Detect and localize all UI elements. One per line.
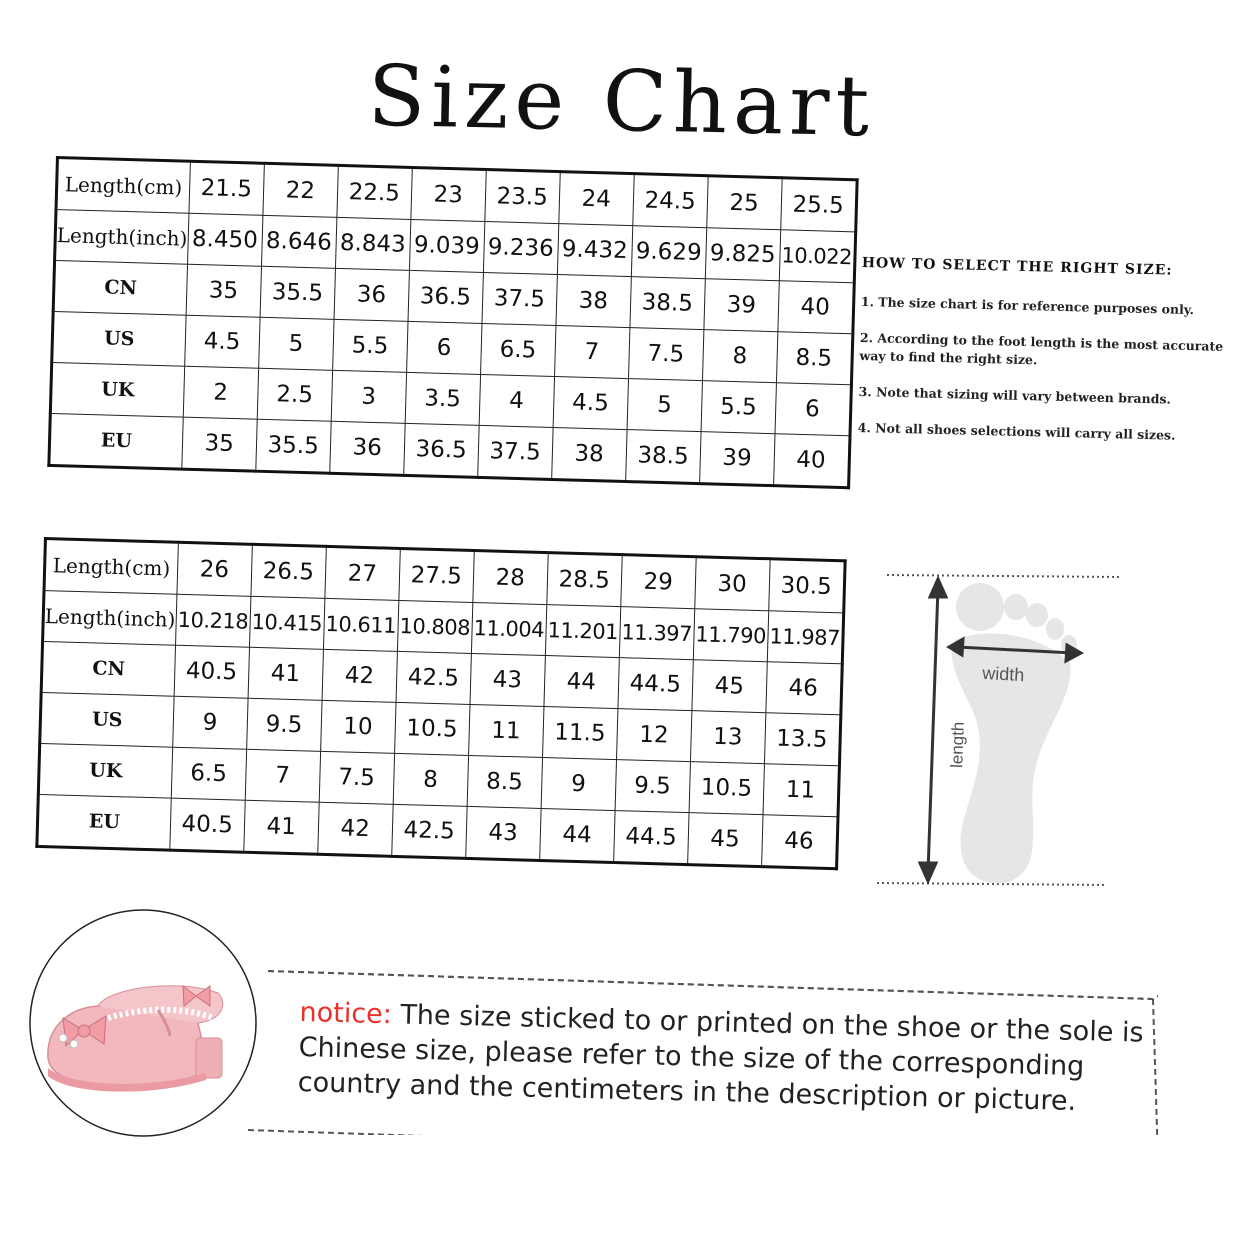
bottom-dotted-line <box>877 883 1107 885</box>
table-cell: 4.5 <box>184 315 259 368</box>
table-cell: 23.5 <box>485 170 560 224</box>
table-cell: 43 <box>470 653 545 706</box>
table-cell: 25 <box>706 176 781 230</box>
table-cell: 9.825 <box>705 228 780 281</box>
table-cell: 36.5 <box>408 270 483 323</box>
row-header: UK <box>38 743 172 798</box>
foot-diagram-svg <box>875 565 1125 895</box>
table-cell: 37.5 <box>477 425 552 479</box>
row-header: US <box>52 311 186 366</box>
table-cell: 11.790 <box>693 609 768 662</box>
table-cell: 21.5 <box>189 161 264 215</box>
table-cell: 40 <box>778 281 854 334</box>
table-cell: 35.5 <box>260 266 335 319</box>
table-cell: 37.5 <box>482 272 557 325</box>
table-cell: 28 <box>473 551 548 605</box>
row-header: EU <box>37 794 171 850</box>
notice-label: notice: <box>299 996 393 1031</box>
table-cell: 9.5 <box>246 698 321 751</box>
table-cell: 27 <box>325 546 400 600</box>
table-cell: 5 <box>258 317 333 370</box>
table-cell: 8 <box>393 753 468 806</box>
table-cell: 36 <box>329 421 404 475</box>
table-cell: 7.5 <box>628 328 703 381</box>
table-cell: 26 <box>177 542 252 596</box>
row-header: US <box>40 692 174 747</box>
table-cell: 5.5 <box>701 381 776 434</box>
footprint-icon <box>952 583 1077 883</box>
table-cell: 8.5 <box>467 755 542 808</box>
size-table-small <box>47 156 858 489</box>
shoe-product-image <box>28 908 258 1138</box>
table-cell: 7.5 <box>319 751 394 804</box>
table-cell: 46 <box>761 815 837 869</box>
table-cell: 44.5 <box>613 811 688 865</box>
table-cell: 22 <box>263 163 338 217</box>
table-cell: 39 <box>699 432 774 486</box>
table-cell: 24 <box>558 172 633 226</box>
table-cell: 29 <box>620 555 695 609</box>
width-label: width <box>981 662 1025 686</box>
table-cell: 40.5 <box>174 645 249 698</box>
table-cell: 9 <box>172 696 247 749</box>
table-cell: 8.5 <box>776 332 852 385</box>
shoe-photo-svg <box>28 908 258 1138</box>
table-cell: 6 <box>775 383 851 436</box>
table-cell: 7 <box>245 749 320 802</box>
table-cell: 41 <box>248 647 323 700</box>
table-cell: 9.5 <box>615 760 690 813</box>
table-cell: 4.5 <box>553 376 628 429</box>
row-header: CN <box>41 642 175 697</box>
table-cell: 30.5 <box>768 559 844 613</box>
table-cell: 11.5 <box>542 707 617 760</box>
table-cell: 3 <box>331 370 406 423</box>
table-cell: 7 <box>554 326 629 379</box>
row-header: UK <box>50 362 184 417</box>
table-cell: 42.5 <box>391 804 466 858</box>
table-cell: 10.5 <box>394 702 469 755</box>
table-cell: 44 <box>539 808 614 862</box>
table-cell: 27.5 <box>399 548 474 602</box>
table-cell: 42 <box>322 649 397 702</box>
table-cell: 11.201 <box>545 605 620 658</box>
guide-tip: 1. The size chart is for reference purposes only. <box>860 293 1195 318</box>
table-cell: 24.5 <box>632 174 707 228</box>
row-header: Length(cm) <box>56 158 190 214</box>
table-cell: 11.987 <box>767 611 843 664</box>
table-cell: 10.5 <box>689 762 764 815</box>
table-cell: 8 <box>702 330 777 383</box>
table-cell: 30 <box>694 557 769 611</box>
table-cell: 10.022 <box>779 230 855 283</box>
table-cell: 35 <box>186 264 261 317</box>
table-cell: 38 <box>551 427 626 481</box>
foot-measure-diagram <box>875 565 1125 895</box>
table-cell: 11 <box>763 764 839 817</box>
row-header: EU <box>49 413 183 469</box>
table-cell: 36 <box>334 268 409 321</box>
table-cell: 6 <box>406 321 481 374</box>
table-cell: 8.646 <box>261 215 336 268</box>
table-cell: 2.5 <box>257 368 332 421</box>
table-cell: 39 <box>704 279 779 332</box>
top-dotted-line <box>887 575 1120 577</box>
table-cell: 11 <box>468 704 543 757</box>
guide-tip: 3. Note that sizing will vary between brands. <box>858 383 1172 407</box>
page-title: Size Chart <box>366 46 877 156</box>
table-cell: 11.004 <box>471 602 546 655</box>
table-cell: 5.5 <box>332 319 407 372</box>
table-cell: 8.450 <box>187 213 262 266</box>
table-cell: 2 <box>183 366 258 419</box>
table-cell: 23 <box>411 167 486 221</box>
table-cell: 25.5 <box>780 178 856 232</box>
table-cell: 40.5 <box>169 798 244 852</box>
table-cell: 44 <box>544 656 619 709</box>
table-cell: 22.5 <box>337 165 412 219</box>
table-cell: 36.5 <box>403 423 478 477</box>
table-cell: 9.236 <box>483 221 558 274</box>
notice-body: The size sticked to or printed on the shoe or the sole is Chinese size, please refer to the size of the corresponding country and the centimeters in the description or picture. <box>297 999 1144 1117</box>
table-cell: 6.5 <box>171 747 246 800</box>
table-cell: 9 <box>541 757 616 810</box>
table-cell: 13.5 <box>764 713 840 766</box>
table-cell: 35 <box>181 417 256 471</box>
table-cell: 42.5 <box>396 651 471 704</box>
table-cell: 45 <box>687 813 762 867</box>
size-table-large <box>35 537 846 870</box>
guide-tip: 4. Not all shoes selections will carry all sizes. <box>857 419 1176 443</box>
table-cell: 9.039 <box>409 219 484 272</box>
row-header: Length(inch) <box>55 210 189 265</box>
table-cell: 10 <box>320 700 395 753</box>
table-cell: 41 <box>243 800 318 854</box>
table-cell: 44.5 <box>618 658 693 711</box>
table-cell: 10.415 <box>249 596 324 649</box>
table-cell: 4 <box>479 374 554 427</box>
table-cell: 38.5 <box>630 277 705 330</box>
row-header: Length(cm) <box>44 539 178 595</box>
table-cell: 46 <box>766 662 842 715</box>
table-cell: 10.611 <box>323 598 398 651</box>
table-cell: 42 <box>317 802 392 856</box>
table-cell: 10.808 <box>397 600 472 653</box>
table-cell: 6.5 <box>480 323 555 376</box>
row-header: Length(inch) <box>43 591 177 646</box>
table-cell: 3.5 <box>405 372 480 425</box>
table-cell: 45 <box>692 660 767 713</box>
table-cell: 43 <box>465 806 540 860</box>
table-cell: 9.629 <box>631 226 706 279</box>
table-cell: 10.218 <box>175 594 250 647</box>
table-cell: 11.397 <box>619 607 694 660</box>
table-cell: 28.5 <box>546 553 621 607</box>
length-label: length <box>947 721 968 769</box>
notice-text <box>297 995 1159 1121</box>
table-cell: 26.5 <box>251 544 326 598</box>
table-cell: 13 <box>690 711 765 764</box>
guide-title: HOW TO SELECT THE RIGHT SIZE: <box>861 255 1173 279</box>
table-cell: 40 <box>773 434 849 488</box>
table-cell: 5 <box>627 379 702 432</box>
table-cell: 12 <box>616 709 691 762</box>
size-guide <box>857 255 1240 464</box>
table-cell: 35.5 <box>255 419 330 473</box>
guide-tip: 2. According to the foot length is the most accurate way to find the right size. <box>859 329 1224 368</box>
table-cell: 38 <box>556 275 631 328</box>
table-cell: 38.5 <box>625 430 700 484</box>
row-header: CN <box>53 261 187 316</box>
table-cell: 9.432 <box>557 224 632 277</box>
length-arrow-icon <box>920 579 946 881</box>
table-cell: 8.843 <box>335 217 410 270</box>
